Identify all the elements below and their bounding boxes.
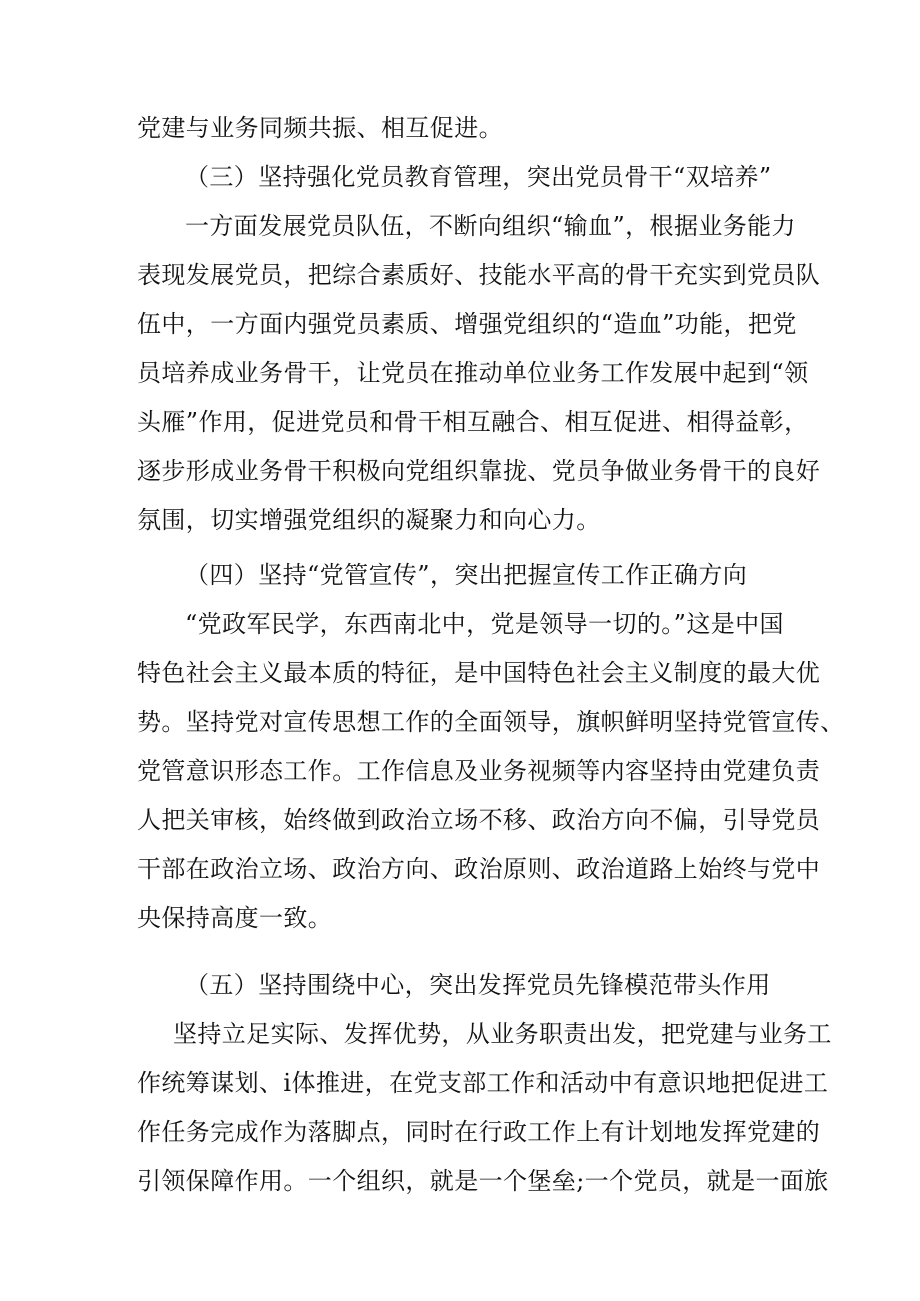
section-3-line: 氛围，切实增强党组织的凝聚力和向心力。 [137, 506, 601, 534]
section-3-heading: （三）坚持强化党员教育管理，突出党员骨干“双培养” [185, 163, 772, 191]
section-3-line: 一方面发展党员队伍，不断向组织“输血”，根据业务能力 [185, 212, 796, 240]
section-5-heading: （五）坚持围绕中心，突出发挥党员先锋模范带头作用 [185, 971, 771, 999]
section-4-line: 势。坚持党对宣传思想工作的全面领导，旗帜鲜明坚持党管宣传、 [137, 708, 845, 736]
section-4-line: 党管意识形态工作。工作信息及业务视频等内容坚持由党建负责 [137, 757, 821, 785]
continuation-line: 党建与业务同频共振、相互促进。 [137, 114, 503, 142]
section-3-line: 表现发展党员，把综合素质好、技能水平高的骨干充实到党员队 [137, 261, 821, 289]
section-4-line: 特色社会主义最本质的特征，是中国特色社会主义制度的最大优 [137, 659, 821, 687]
section-4-line: “党政军民学，东西南北中，党是领导一切的。”这是中国 [185, 610, 784, 638]
section-4-line: 人把关审核，始终做到政治立场不移、政治方向不偏，引导党员 [137, 806, 821, 834]
section-3-line: 头雁”作用，促进党员和骨干相互融合、相互促进、相得益彰， [137, 408, 809, 436]
section-3-line: 逐步形成业务骨干积极向党组织靠拢、党员争做业务骨干的良好 [137, 457, 821, 485]
document-body [137, 104, 845, 1206]
section-3-line: 员培养成业务骨干，让党员在推动单位业务工作发展中起到“领 [137, 359, 809, 387]
section-5-line: 作统筹谋划、i体推进，在党支部工作和活动中有意识地把促进工 [137, 1069, 829, 1097]
section-4-line: 央保持高度一致。 [137, 904, 333, 932]
section-5-line: 作任务完成作为落脚点，同时在行政工作上有计划地发挥党建的 [137, 1118, 821, 1146]
section-4-heading: （四）坚持“党管宣传”，突出把握宣传工作正确方向 [185, 561, 748, 589]
section-5-line: 引领保障作用。一个组织，就是一个堡垒;一个党员，就是一面旅 [137, 1167, 829, 1195]
section-5-line: 坚持立足实际、发挥优势，从业务职责出发，把党建与业务工 [173, 1020, 832, 1048]
section-3-line: 伍中，一方面内强党员素质、增强党组织的“造血”功能，把党 [137, 310, 797, 338]
section-4-line: 干部在政治立场、政治方向、政治原则、政治道路上始终与党中 [137, 855, 821, 883]
